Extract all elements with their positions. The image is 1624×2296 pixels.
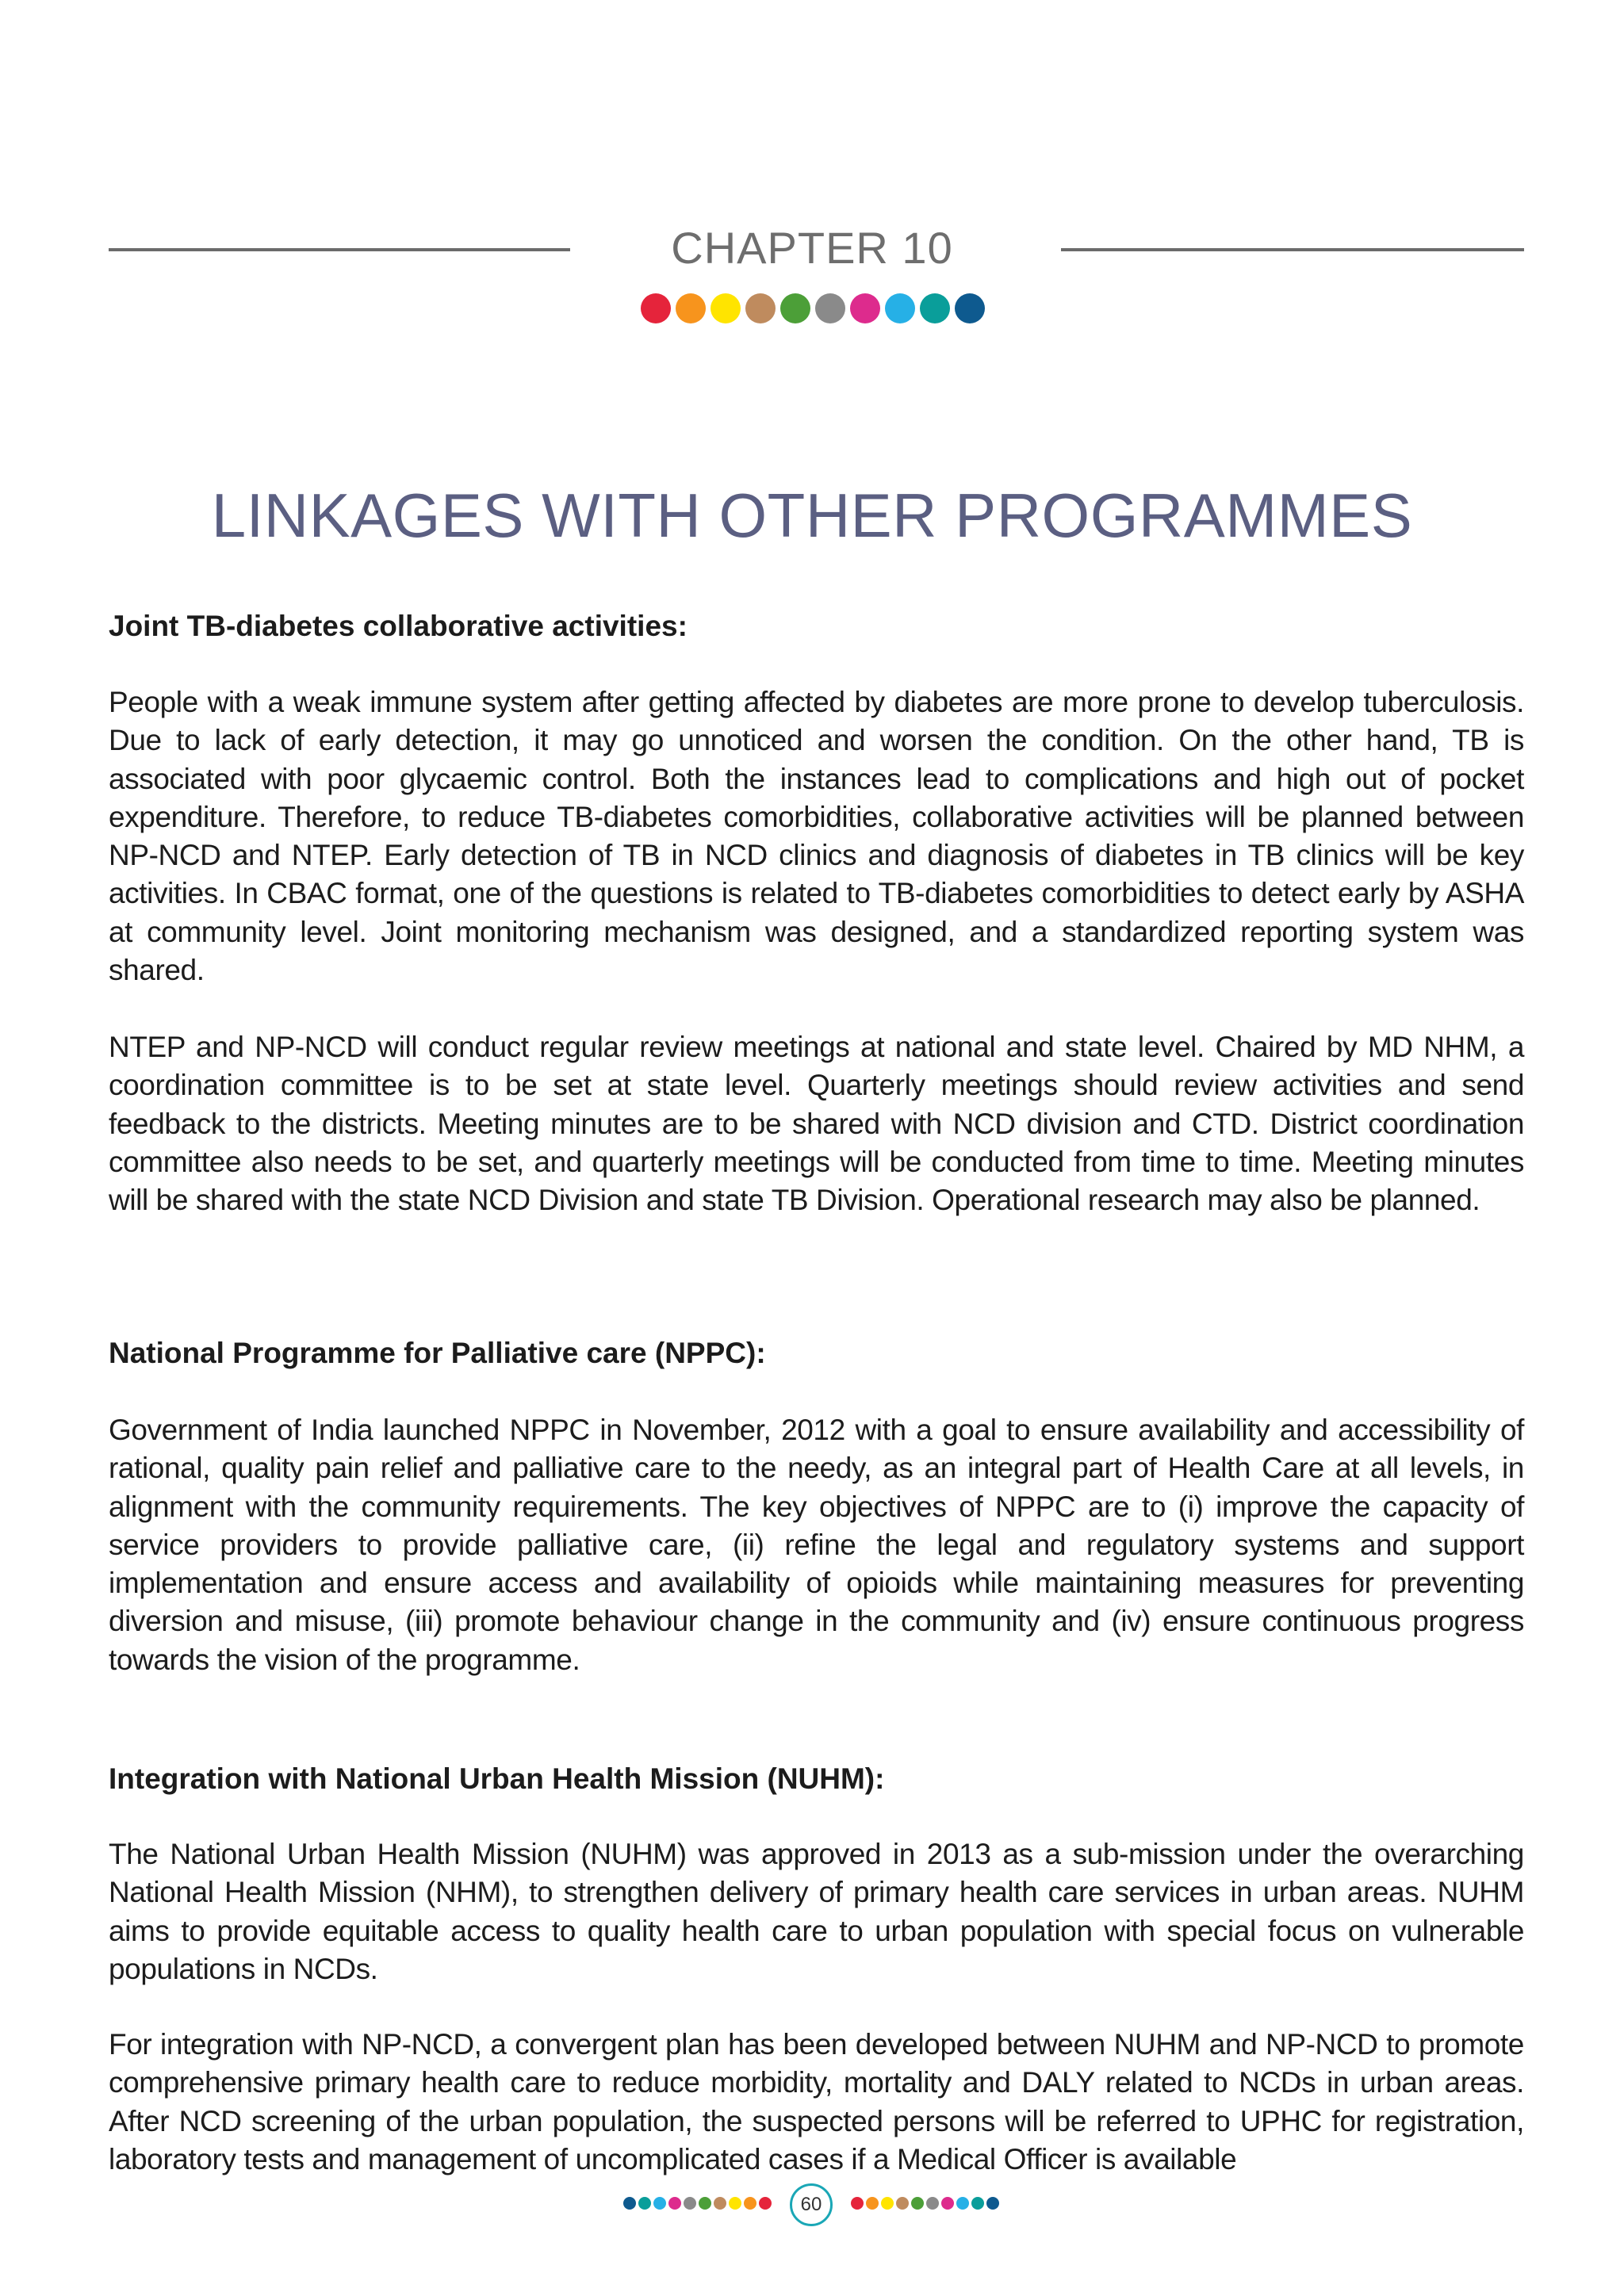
footer-left-dot-3	[653, 2197, 666, 2210]
footer-left-dot-9	[744, 2197, 756, 2210]
footer-right-dot-8	[956, 2197, 969, 2210]
footer-right-dot-4	[896, 2197, 909, 2210]
header-dot-6	[815, 293, 845, 323]
section-heading-nppc: National Programme for Palliative care (NPPC):	[109, 1337, 766, 1369]
footer-right-dot-5	[911, 2197, 924, 2210]
header-dot-9	[920, 293, 950, 323]
chapter-label: CHAPTER 10	[671, 223, 953, 273]
header-dot-10	[955, 293, 985, 323]
footer-left-dot-7	[714, 2197, 726, 2210]
header-dot-3	[710, 293, 741, 323]
header-dot-5	[780, 293, 810, 323]
footer-left-dot-6	[699, 2197, 711, 2210]
section-heading-nuhm: Integration with National Urban Health Mission (NUHM):	[109, 1762, 885, 1795]
header-rule-right	[1061, 248, 1524, 251]
footer-left-dot-4	[668, 2197, 681, 2210]
paragraph-tb-diabetes-1: People with a weak immune system after getting affected by diabetes are more prone to develop tuberculosis. Due to lack of early detection, it may go unnoticed and worsen the condition. On the other hand, TB is associated with poor glycaemic control. Both the instances lead to complications and high out of pocket expenditure. Therefore, to reduce TB-diabetes comorbidities, collaborative activities will be planned between NP-NCD and NTEP. Early detection of TB in NCD clinics and diagnosis of diabetes in TB clinics will be key activities. In CBAC format, one of the questions is related to TB-diabetes comorbidities to detect early by ASHA at community level. Joint monitoring mechanism was designed, and a standardized reporting system was shared.	[109, 686, 1524, 987]
footer-left-dot-5	[684, 2197, 696, 2210]
paragraph-tb-diabetes-2: NTEP and NP-NCD will conduct regular review meetings at national and state level. Chaired by MD NHM, a coordination committee is to be set at state level. Quarterly meetings should review activities and send feedback to the districts. Meeting minutes are to be shared with NCD division and CTD. District coordination committee also needs to be set, and quarterly meetings will be conducted from time to time. Meeting minutes will be shared with the state NCD Division and state TB Division. Operational research may also be planned.	[109, 1031, 1524, 1217]
footer-left-dot-8	[729, 2197, 741, 2210]
footer-right-dot-6	[926, 2197, 939, 2210]
header-dot-4	[745, 293, 776, 323]
footer-right-dot-2	[866, 2197, 879, 2210]
footer-right-dot-9	[971, 2197, 984, 2210]
paragraph-nuhm-2: For integration with NP-NCD, a convergent plan has been developed between NUHM and NP-NCD to promote comprehensive primary health care to reduce morbidity, mortality and DALY related to NCDs in urban areas. After NCD screening of the urban population, the suspected persons will be referred to UPHC for registration, laboratory tests and management of uncomplicated cases if a Medical Officer is available	[109, 2028, 1524, 2175]
paragraph-nppc: Government of India launched NPPC in November, 2012 with a goal to ensure availability and accessibility of rational, quality pain relief and palliative care to the needy, as an integral part of Health Care at all levels, in alignment with the community requirements. The key objectives of NPPC are to (i) improve the capacity of service providers to provide palliative care, (ii) refine the legal and regulatory systems and support implementation and ensure access and availability of opioids while maintaining measures for preventing diversion and misuse, (iii) promote behaviour change in the community and (iv) ensure continuous progress towards the vision of the programme.	[109, 1414, 1524, 1676]
header-dot-7	[850, 293, 880, 323]
footer-left-dot-10	[759, 2197, 772, 2210]
footer-right-dot-10	[986, 2197, 999, 2210]
page-title: LINKAGES WITH OTHER PROGRAMMES	[211, 480, 1413, 550]
footer-right-dot-1	[851, 2197, 864, 2210]
section-heading-tb-diabetes: Joint TB-diabetes collaborative activities:	[109, 610, 688, 642]
header-dot-2	[676, 293, 706, 323]
footer-left-dot-1	[623, 2197, 636, 2210]
header-dot-8	[885, 293, 915, 323]
footer-dots-left	[623, 2197, 772, 2210]
paragraph-nuhm-1: The National Urban Health Mission (NUHM) was approved in 2013 as a sub-mission under the overarching National Health Mission (NHM), to strengthen delivery of primary health care services in urban areas. NUHM aims to provide equitable access to quality health care to urban population with special focus on vulnerable populations in NCDs.	[109, 1838, 1524, 1985]
footer-right-dot-7	[941, 2197, 954, 2210]
footer-dots-right	[851, 2197, 999, 2210]
header-dot-1	[641, 293, 671, 323]
page-number: 60	[790, 2183, 833, 2226]
footer-left-dot-2	[638, 2197, 651, 2210]
header-color-dots	[641, 293, 985, 323]
footer-right-dot-3	[881, 2197, 894, 2210]
